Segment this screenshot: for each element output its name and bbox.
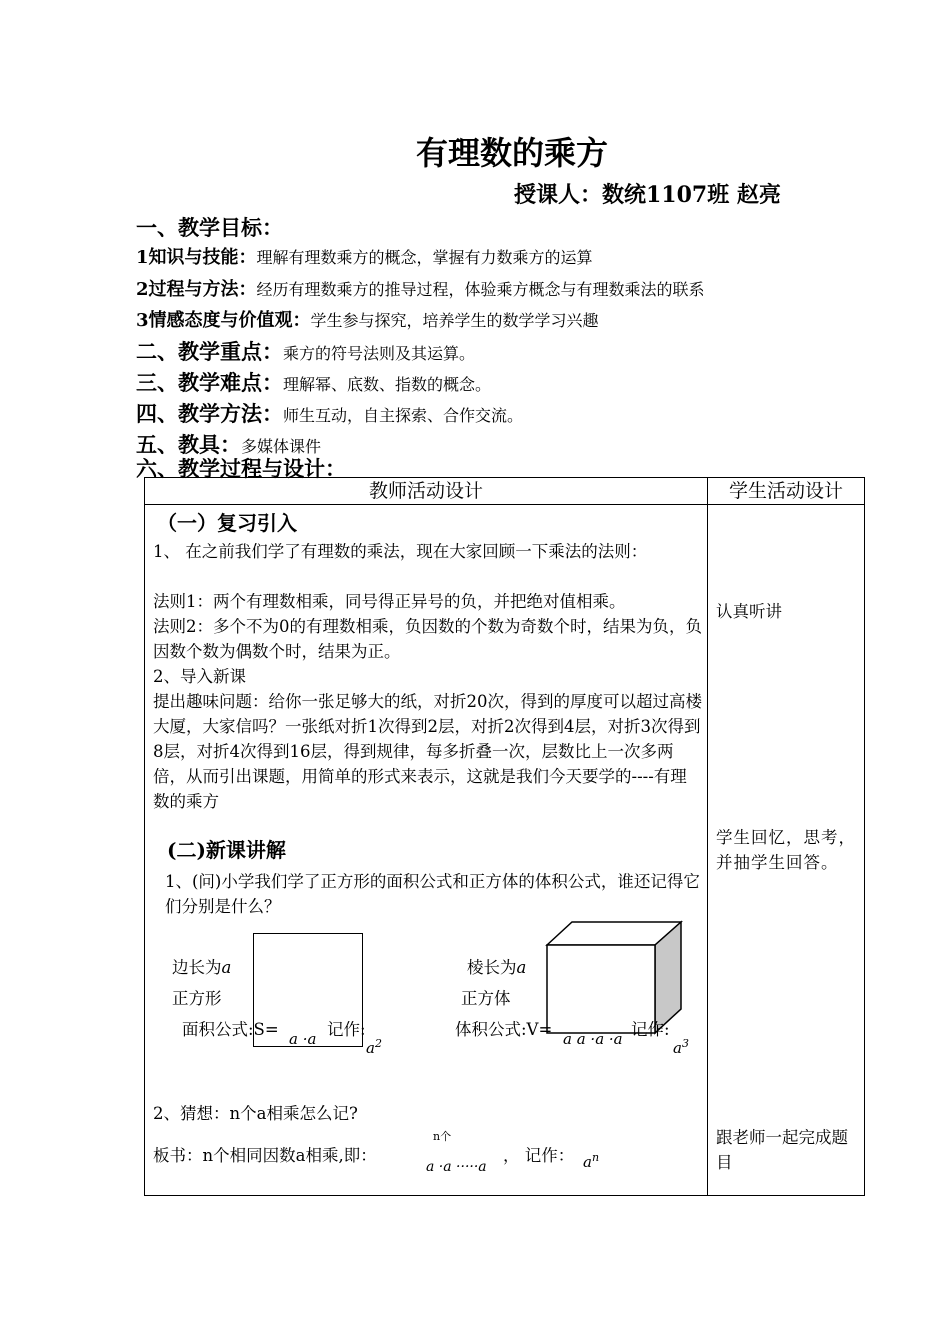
n-factors-brace: n个 [433, 1130, 452, 1143]
lesson-table [144, 477, 865, 1196]
square-name: 正方形 [172, 989, 222, 1008]
power-n: $a^n$ [583, 1151, 600, 1171]
teacher-column-header: 教师活动设计 [145, 478, 708, 505]
tools-label: 五、教具： [136, 432, 241, 457]
difficulties [136, 367, 491, 397]
n-factors-expression: a ·a ·····a [426, 1159, 487, 1175]
var-a: a [221, 958, 232, 977]
square-side-label: 边长为a [172, 958, 232, 977]
table-header-row [145, 478, 865, 505]
student-activity-cell [708, 505, 865, 1196]
area-expression: a ·a [289, 1030, 317, 1048]
goal-2 [136, 275, 705, 301]
goal-3-text: 学生参与探究，培养学生的数学学习兴趣 [310, 311, 599, 330]
volume-write-as: 记作: [631, 1020, 670, 1039]
goal-1-colon: ： [238, 247, 257, 268]
rule-1: 法则1：两个有理数相乘，同号得正异号的负，并把绝对值相乘。 [153, 592, 626, 611]
area-power: $a^2$ [366, 1037, 382, 1057]
difficulties-text: 理解幂、底数、指数的概念。 [283, 375, 492, 394]
student-note-2: 学生回忆，思考，并抽学生回答。 [716, 828, 856, 872]
author-line: 授课人：数统1107班 赵亮 [514, 182, 781, 208]
volume-expression: a a ·a ·a [563, 1030, 623, 1048]
volume-power: $a^3$ [673, 1037, 689, 1057]
key-points [136, 336, 475, 366]
goal-2-label: 2过程与方法： [136, 279, 257, 300]
new-lesson-intro: 2、导入新课 [153, 667, 246, 686]
student-note-3: 跟老师一起完成题目 [716, 1128, 848, 1172]
key-points-label: 二、教学重点： [136, 339, 283, 364]
fun-question: 提出趣味问题：给你一张足够大的纸，对折20次，得到的厚度可以超过高楼大厦，大家信吗？一张纸对折1次得到2层，对折2次得到4层，对折3次得到8层，对折4次得到16层，得到规律，每多折叠一次，层数比上一次多两倍，从而引出课题，用简单的形式来表示，这就是我们今天要学的----有理数的乘方 [153, 692, 702, 811]
board-text: 板书：n个相同因数a相乘,即： [153, 1146, 377, 1165]
part2-title: (二)新课讲解 [167, 838, 286, 862]
cube-name: 正方体 [461, 989, 511, 1008]
rule-2: 法则2：多个不为0的有理数相乘，负因数的个数为奇数个时，结果为负，负因数个数为偶数个时，结果为正。 [153, 617, 702, 661]
question-2: 2、猜想：n个a相乘怎么记? [153, 1104, 358, 1123]
difficulties-label: 三、教学难点： [136, 370, 283, 395]
goal-1-label: 1知识与技能 [136, 247, 239, 268]
teacher-activity-cell [145, 505, 708, 1196]
board-write-as: ， 记作： [503, 1146, 575, 1165]
methods-label: 四、教学方法： [136, 401, 283, 426]
goal-1 [136, 243, 593, 269]
tools-text: 多媒体课件 [241, 437, 322, 456]
volume-formula: 体积公式:V= [455, 1020, 553, 1039]
methods-text: 师生互动，自主探索、合作交流。 [283, 406, 524, 425]
review-intro: 1、 在之前我们学了有理数的乘法，现在大家回顾一下乘法的法则： [153, 542, 648, 561]
table-body-row [145, 505, 865, 1196]
methods [136, 398, 523, 428]
student-column-header: 学生活动设计 [708, 478, 865, 505]
process-heading: 六、教学过程与设计： [136, 456, 346, 481]
goals-heading: 一、教学目标： [136, 215, 283, 240]
part1-title: （一）复习引入 [157, 511, 297, 535]
question-1: 1、(问)小学我们学了正方形的面积公式和正方体的体积公式，谁还记得它们分别是什么？ [165, 872, 700, 916]
area-formula: 面积公式:S= [182, 1020, 279, 1039]
goal-1-text: 理解有理数乘方的概念，掌握有力数乘方的运算 [256, 248, 593, 267]
page-title: 有理数的乘方 [415, 134, 608, 172]
goal-2-text: 经历有理数乘方的推导过程，体验乘方概念与有理数乘法的联系 [256, 280, 705, 299]
goal-3-label: 3情感态度与价值观： [136, 310, 311, 331]
area-write-as: 记作: [327, 1020, 366, 1039]
cube-edge-label: 棱长为a [467, 958, 527, 977]
student-note-1: 认真听讲 [716, 602, 782, 621]
goal-3 [136, 306, 599, 332]
key-points-text: 乘方的符号法则及其运算。 [283, 344, 476, 363]
